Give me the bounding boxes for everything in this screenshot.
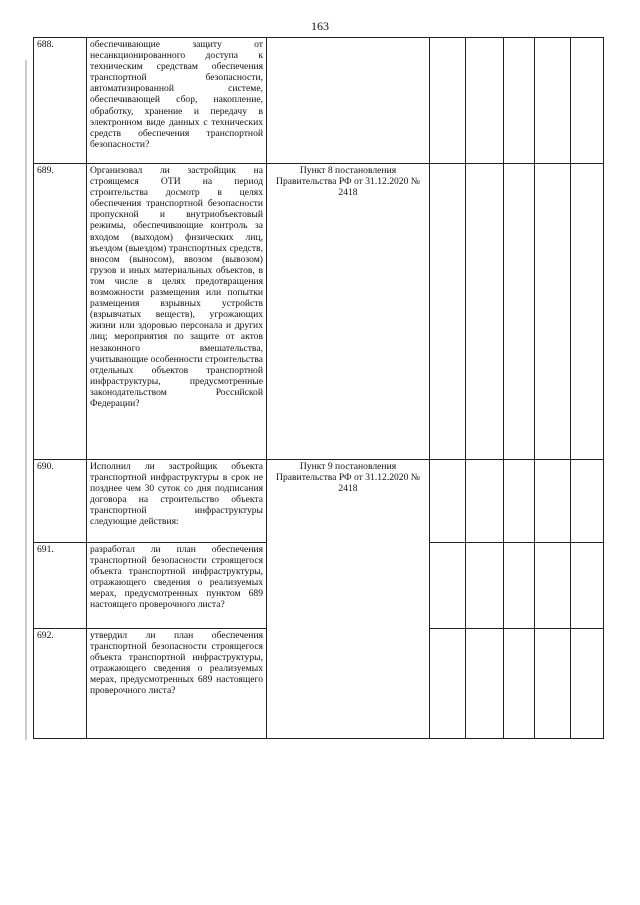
- answer-cell: [571, 543, 604, 629]
- answer-cell: [571, 629, 604, 739]
- answer-cell: [535, 629, 571, 739]
- checklist-table: [33, 37, 604, 739]
- answer-cell: [430, 164, 466, 460]
- scan-edge-shadow: [25, 60, 27, 740]
- question-text: разработал ли план обеспечения транспортной безопасности строящегося объекта транспортной инфраструктуры, отражающего сведения о реализуемых мерах, предусмотренных пунктом 689 настоящего проверочного листа?: [87, 543, 267, 629]
- question-text: Организовал ли застройщик на строящемся ОТИ на период строительства досмотр в целях обеспечения транспортной безопасности пропускной и внутриобъектовый режимы, обеспечивающие контроль за входом (выходом) физических лиц, въездом (выездом) транспортных средств, вносом (выносом), ввозом (вывозом) грузов и иных материальных объектов, в том числе в целях предотвращения возможности размещения или попытки размещения взрывных устройств (взрывчатых веществ), угрожающих жизни или здоровью персонала и других лиц; мероприятия по защите от актов незаконного вмешательства, учитывающие особенности строительства отдельных объектов транспортной инфраструктуры, предусмотренные законодательством Российской Федерации?: [87, 164, 267, 460]
- answer-cell: [504, 38, 535, 164]
- answer-cell: [430, 543, 466, 629]
- table-row: [34, 164, 604, 460]
- legal-reference: Пункт 9 постановления Правительства РФ от 31.12.2020 № 2418: [267, 460, 430, 739]
- reference-cell: [267, 38, 430, 164]
- answer-cell: [535, 164, 571, 460]
- answer-cell: [466, 629, 504, 739]
- question-text: утвердил ли план обеспечения транспортной безопасности строящегося объекта транспортной инфраструктуры, отражающего сведения о реализуемых мерах, предусмотренных 689 настоящего проверочного листа?: [87, 629, 267, 739]
- answer-cell: [535, 543, 571, 629]
- page-number: 163: [311, 19, 329, 33]
- table-row: [34, 460, 604, 543]
- question-text: обеспечивающие защиту от несанкционированного доступа к техническим средствам обеспечения транспортной безопасности, автоматизированной системе, обеспечивающей сбор, накопление, обработку, хранение и передачу в электронном виде данных с технических средств обеспечения транспортной безопасности?: [87, 38, 267, 164]
- answer-cell: [504, 543, 535, 629]
- row-number: 691.: [34, 543, 87, 629]
- row-number: 690.: [34, 460, 87, 543]
- row-number: 689.: [34, 164, 87, 460]
- answer-cell: [571, 38, 604, 164]
- row-number: 688.: [34, 38, 87, 164]
- answer-cell: [504, 629, 535, 739]
- answer-cell: [430, 460, 466, 543]
- answer-cell: [535, 460, 571, 543]
- answer-cell: [504, 164, 535, 460]
- answer-cell: [430, 38, 466, 164]
- answer-cell: [430, 629, 466, 739]
- answer-cell: [571, 460, 604, 543]
- row-number: 692.: [34, 629, 87, 739]
- answer-cell: [466, 164, 504, 460]
- answer-cell: [466, 460, 504, 543]
- answer-cell: [535, 38, 571, 164]
- answer-cell: [571, 164, 604, 460]
- question-text: Исполнил ли застройщик объекта транспортной инфраструктуры в срок не позднее чем 30 суток со дня подписания договора на строительство объекта транспортной инфраструктуры следующие действия:: [87, 460, 267, 543]
- answer-cell: [466, 543, 504, 629]
- answer-cell: [466, 38, 504, 164]
- table-row: [34, 38, 604, 164]
- answer-cell: [504, 460, 535, 543]
- legal-reference: Пункт 8 постановления Правительства РФ от 31.12.2020 № 2418: [267, 164, 430, 460]
